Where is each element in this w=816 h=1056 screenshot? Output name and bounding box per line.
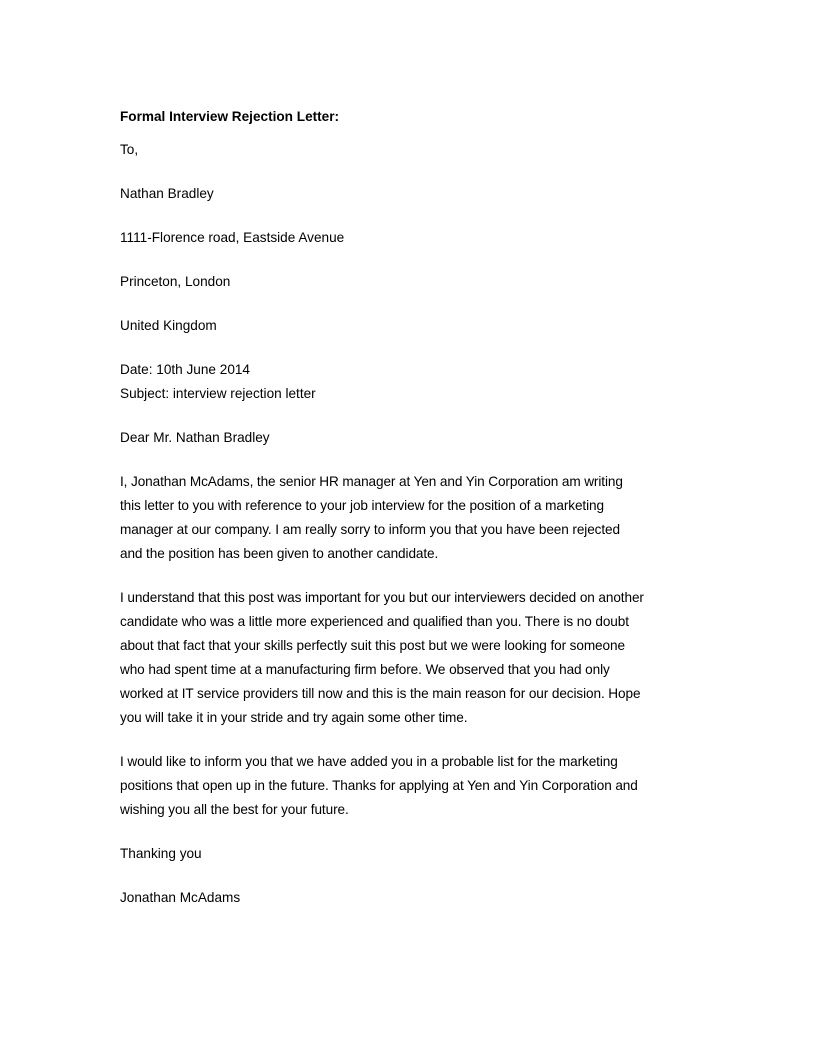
to-line: To, — [120, 142, 139, 157]
paragraph-line: this letter to you with reference to your job interview for the position of a marketing — [120, 498, 604, 513]
subject-line: Subject: interview rejection letter — [120, 386, 316, 401]
paragraph-2 — [120, 586, 644, 730]
address-line-2: Princeton, London — [120, 274, 231, 289]
paragraph-3 — [120, 750, 640, 822]
paragraph-line: I would like to inform you that we have added you in a probable list for the marketing — [120, 754, 618, 769]
address-line-1: 1111-Florence road, Eastside Avenue — [120, 230, 345, 245]
paragraph-line: wishing you all the best for your future. — [120, 802, 349, 817]
address-line-3: United Kingdom — [120, 318, 217, 333]
recipient-name: Nathan Bradley — [120, 186, 214, 201]
paragraph-line: and the position has been given to another candidate. — [120, 546, 439, 561]
paragraph-line: I, Jonathan McAdams, the senior HR manager at Yen and Yin Corporation am writing — [120, 474, 623, 489]
letter-title: Formal Interview Rejection Letter: — [120, 109, 340, 124]
paragraph-1 — [120, 470, 640, 566]
letter-body — [120, 108, 644, 930]
paragraph-line: manager at our company. I am really sorry to inform you that you have been rejected — [120, 522, 620, 537]
paragraph-line: you will take it in your stride and try again some other time. — [120, 710, 468, 725]
paragraph-line: about that fact that your skills perfectly suit this post but we were looking for someone — [120, 638, 625, 653]
paragraph-line: who had spent time at a manufacturing firm before. We observed that you had only — [120, 662, 610, 677]
paragraph-line: candidate who was a little more experienced and qualified than you. There is no doubt — [120, 614, 629, 629]
salutation: Dear Mr. Nathan Bradley — [120, 430, 270, 445]
paragraph-line: positions that open up in the future. Thanks for applying at Yen and Yin Corporation and — [120, 778, 638, 793]
paragraph-line: I understand that this post was important for you but our interviewers decided on another — [120, 590, 644, 605]
paragraph-line: worked at IT service providers till now and this is the main reason for our decision. Hope — [120, 686, 641, 701]
date-line: Date: 10th June 2014 — [120, 362, 250, 377]
closing-line: Thanking you — [120, 846, 202, 861]
signature-name: Jonathan McAdams — [120, 890, 241, 905]
